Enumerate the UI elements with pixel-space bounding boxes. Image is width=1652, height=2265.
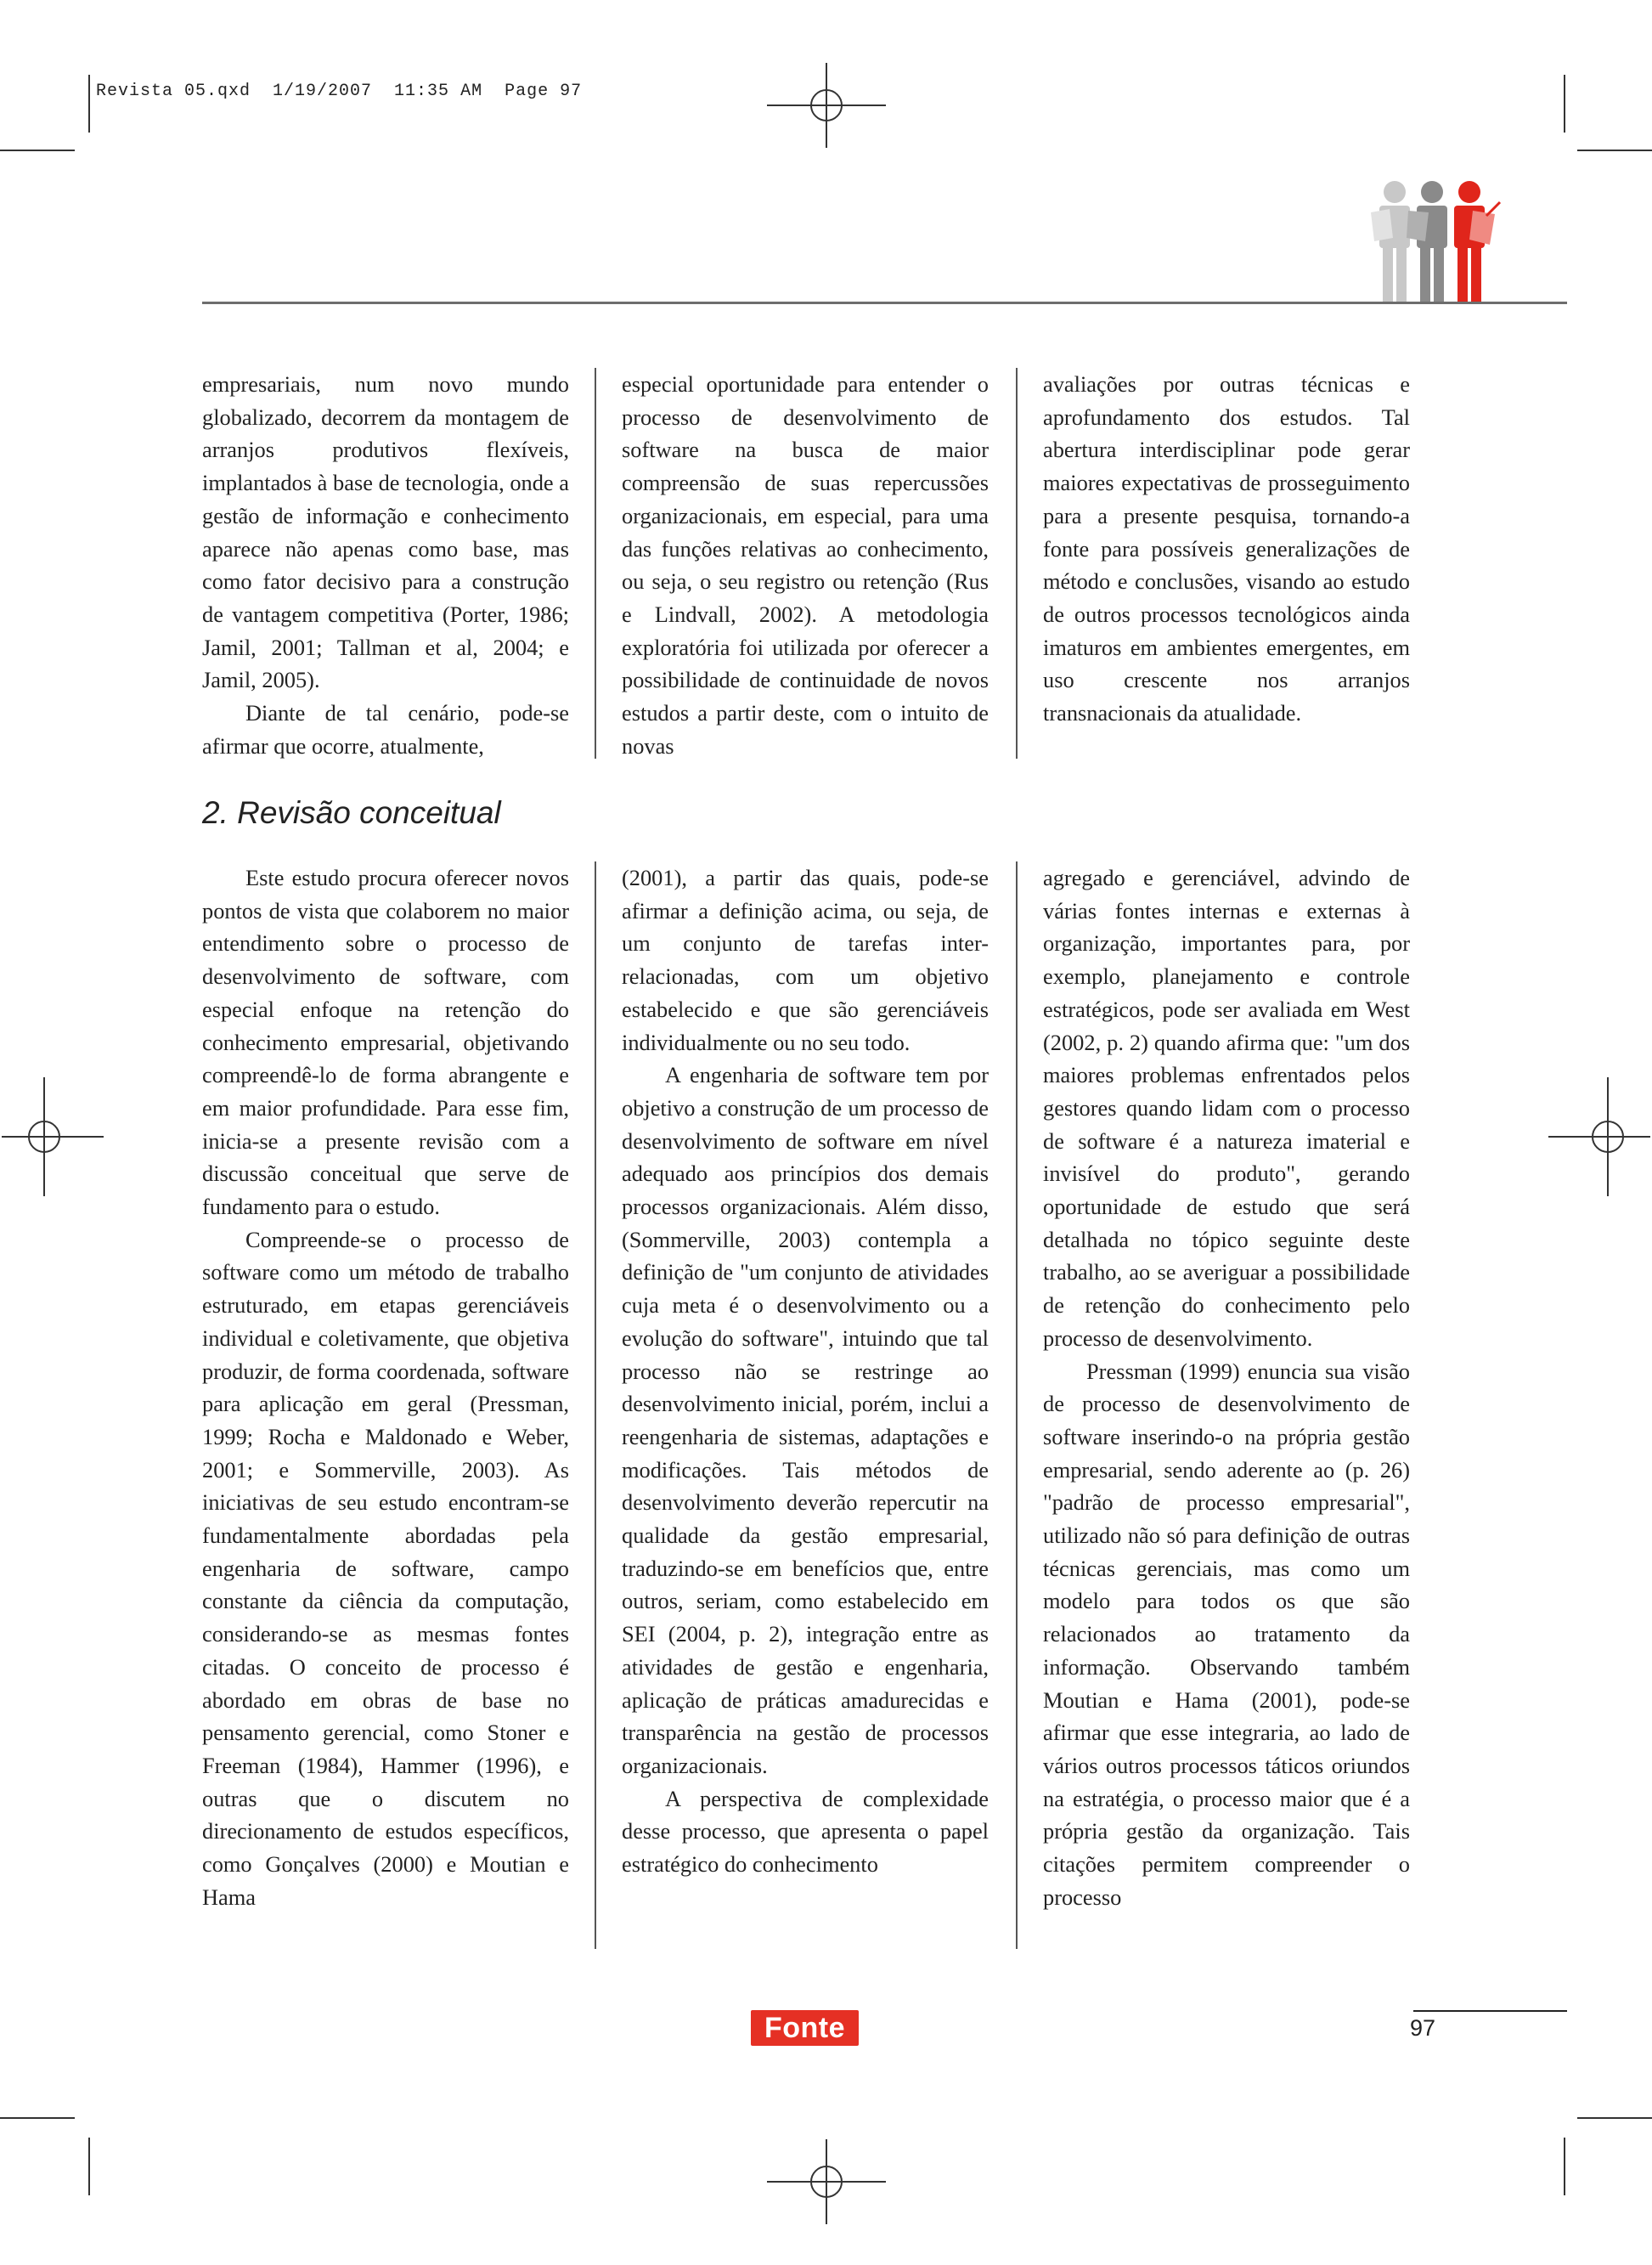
- paragraph: A perspectiva de complexidade desse processo, que apresenta o papel estratégico do conhecimento: [622, 1785, 989, 1878]
- paragraph: avaliações por outras técnicas e aprofundamento dos estudos. Tal abertura interdisciplinar pode gerar maiores expectativas de prosseguimento para a presente pesquisa, tornando-a fonte para possíveis generalizações de método e conclusões, visando ao estudo de outros processos tecnológicos ainda imaturos em ambientes emergentes, em uso crescente nos arranjos transnacionais da atualidade.: [1043, 371, 1410, 726]
- top-column-2: [622, 368, 989, 762]
- figure-red-icon: [1454, 181, 1500, 302]
- header-rule: [202, 302, 1567, 304]
- paragraph: Compreende-se o processo de software como um método de trabalho estruturado, em etapas gerenciáveis individual e coletivamente, que objetiva produzir, de forma coordenada, software para aplicação em geral (Pressman, 1999; Rocha e Maldonado e Weber, 2001; e Sommerville, 2003). As iniciativas de seu estudo encontram-se fundamentalmente abordadas pela engenharia de software, campo constante da ciência da computação, considerando-se as mesmas fontes citadas. O conceito de processo é abordado em obras de base no pensamento gerencial, como Stoner e Freeman (1984), Hammer (1996), e outras que o discutem no direcionamento de estudos específicos, como Gonçalves (2000) e Moutian e Hama: [202, 1226, 569, 1910]
- section-title: 2. Revisão conceitual: [202, 795, 501, 830]
- column-divider: [595, 861, 596, 1949]
- paragraph: empresariais, num novo mundo globalizado, decorrem da montagem de arranjos produtivos flexíveis, implantados à base de tecnologia, onde a gestão de informação e conhecimento aparece não apenas como base, mas como fator decisivo para a construção de vantagem competitiva (Porter, 1986; Jamil, 2001; Tallman et al, 2004; e Jamil, 2005).: [202, 371, 569, 693]
- brand-label: Fonte: [764, 2011, 846, 2044]
- registration-mark-bottom-icon: [767, 2122, 886, 2241]
- figure-light-icon: [1371, 181, 1410, 302]
- paragraph: A engenharia de software tem por objetivo a construção de um processo de desenvolvimento de software em nível adequado aos princípios dos demais processos organizacionais. Além disso, (Sommerville, 2003) contempla a definição de "um conjunto de atividades cuja meta é o desenvolvimento ou a evolução do software", intuindo que tal processo não se restringe ao desenvolvimento inicial, porém, inclui a reengenharia de sistemas, adaptações e modificações. Tais métodos de desenvolvimento deverão repercutir na qualidade da gestão empresarial, traduzindo-se em benefícios que, entre outros, seriam, como estabelecido em SEI (2004, p. 2), integração entre as atividades de gestão e engenharia, aplicação de práticas amadurecidas e transparência na gestão de processos organizacionais.: [622, 1062, 989, 1778]
- bottom-column-3: [1043, 861, 1410, 1914]
- paragraph: Este estudo procura oferecer novos pontos de vista que colaborem no maior entendimento sobre o processo de desenvolvimento de software, com especial enfoque na retenção do conhecimento empresarial, objetivando compreendê-lo de forma abrangente e em maior profundidade. Para esse fim, inicia-se a presente revisão com a discussão conceitual que serve de fundamento para o estudo.: [202, 865, 569, 1220]
- column-divider: [1016, 368, 1018, 759]
- paragraph: agregado e gerenciável, advindo de várias fontes internas e externas à organização, importantes para, por exemplo, planejamento e controle estratégicos, pode ser avaliada em West (2002, p. 2) quando afirma que: "um dos maiores problemas enfrentados pelos gestores quando lidam com o processo de software é a natureza imaterial e invisível do produto", gerando oportunidade de estudo que será detalhada no tópico seguinte deste trabalho, ao se averiguar a possibilidade de retenção do conhecimento pelo processo de desenvolvimento.: [1043, 865, 1410, 1351]
- bottom-column-1: [202, 861, 569, 1914]
- fonte-brand-logo: [751, 2010, 859, 2046]
- folio-rule: [1413, 2010, 1567, 2012]
- paragraph: (2001), a partir das quais, pode-se afirmar a definição acima, ou seja, de um conjunto de tarefas inter-relacionadas, com um objetivo estabelecido e que são gerenciáveis individualmente ou no seu todo.: [622, 865, 989, 1055]
- paragraph: Diante de tal cenário, pode-se afirmar que ocorre, atualmente,: [202, 700, 569, 759]
- top-column-1: [202, 368, 569, 762]
- page-number: 97: [1410, 2015, 1436, 2041]
- paragraph: Pressman (1999) enuncia sua visão de processo de desenvolvimento de software inserindo-o na própria gestão empresarial, sendo aderente ao (p. 26) "padrão de processo empresarial", utilizado não só para definição de outras técnicas gerenciais, mas como um modelo para todos os que são relacionados ao tratamento da informação. Observando também Moutian e Hama (2001), pode-se afirmar que esse integraria, ao lado de vários outros processos táticos oriundos na estratégia, o processo maior que é a própria gestão da organização. Tais citações permitem compreender o processo: [1043, 1358, 1410, 1910]
- journal-people-logo-icon: [1371, 178, 1507, 306]
- registration-mark-top-icon: [767, 46, 886, 165]
- registration-mark-left-icon: [0, 1077, 104, 1196]
- paragraph: especial oportunidade para entender o processo de desenvolvimento de software na busca de maior compreensão de suas repercussões organizacionais, em especial, para uma das funções relativas ao conhecimento, ou seja, o seu registro ou retenção (Rus e Lindvall, 2002). A metodologia exploratória foi utilizada por oferecer a possibilidade de continuidade de novos estudos a partir deste, com o intuito de novas: [622, 371, 989, 759]
- column-divider: [595, 368, 596, 759]
- registration-mark-right-icon: [1548, 1077, 1652, 1196]
- print-slug: Revista 05.qxd 1/19/2007 11:35 AM Page 97: [96, 82, 583, 101]
- bottom-column-2: [622, 861, 989, 1881]
- column-divider: [1016, 861, 1018, 1949]
- top-column-3: [1043, 368, 1410, 730]
- figure-dark-icon: [1407, 181, 1447, 302]
